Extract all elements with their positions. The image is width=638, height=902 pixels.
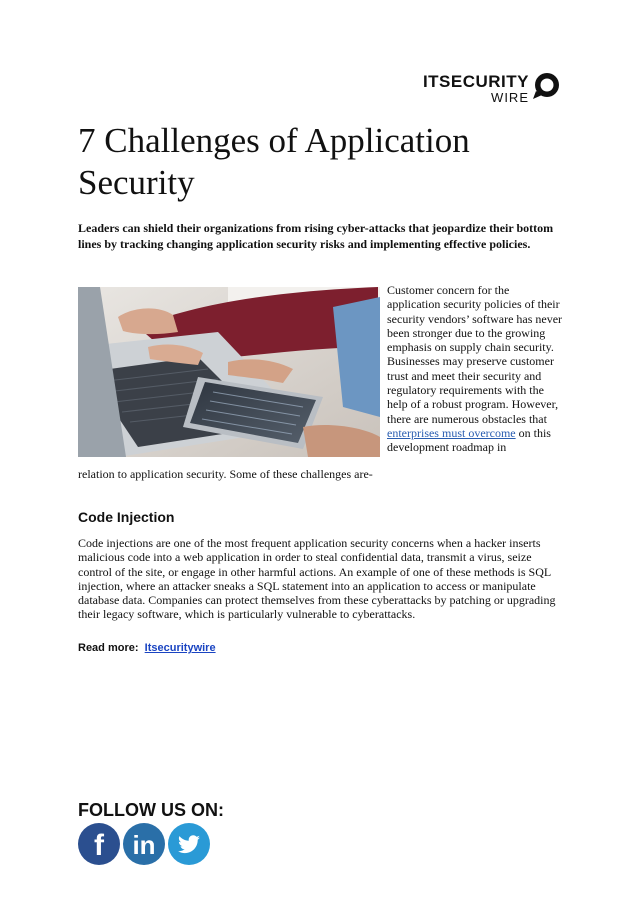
article-paragraph-intro — [387, 283, 565, 455]
article-hero-image — [78, 287, 380, 457]
intro-text-before-link: Customer concern for the application security policies of their security vendors’ software has never been stronger due to the growing emphasis on supply chain security. Businesses may preserve customer trust and meet their security and regulatory requirements with the help of a robust program. However, there are numerous obstacles that — [387, 283, 563, 426]
follow-us-heading: FOLLOW US ON: — [78, 800, 224, 820]
speech-bubble-logo-icon — [531, 71, 561, 106]
linkedin-icon[interactable] — [123, 823, 165, 865]
enterprises-must-overcome-link[interactable]: enterprises must overcome — [387, 425, 516, 440]
intro-text-after-link: on this development roadmap in — [387, 425, 551, 455]
article-paragraph-intro-continued: relation to application security. Some of these challenges are- — [78, 467, 373, 481]
section-body-code-injection: Code injections are one of the most frequent application security concerns when a hacker inserts malicious code into a web application in order to steal confidential data, transmit a virus, seize control of the site, or engage in other harmful actions. An example of one of these methods is SQL injection, where an attacker sneaks a SQL statement into an application to access or manipulate database data. Companies can protect themselves from these cyberattacks by patching or upgrading their legacy software, which is particularly vulnerable to cyberattacks. — [78, 536, 556, 622]
read-more — [78, 642, 216, 654]
section-heading-code-injection: Code Injection — [78, 509, 175, 525]
logo-top-text: ITSECURITY — [422, 72, 529, 91]
facebook-icon[interactable] — [78, 823, 120, 865]
logo-wordmark — [423, 73, 529, 104]
itsecuritywire-logo[interactable] — [423, 71, 561, 106]
read-more-label: Read more: — [78, 642, 139, 654]
svg-text:f: f — [94, 829, 104, 862]
article-title: 7 Challenges of Application Security — [78, 121, 470, 202]
article-lead: Leaders can shield their organizations from rising cyber-attacks that jeopardize their bottom lines by tracking changing application security risks and implementing effective policies. — [78, 221, 554, 251]
logo-bottom-text: WIRE — [491, 90, 529, 105]
itsecuritywire-link[interactable]: Itsecuritywire — [144, 642, 216, 654]
svg-text:in: in — [132, 830, 156, 860]
twitter-icon[interactable] — [168, 823, 210, 865]
social-links — [78, 823, 210, 865]
